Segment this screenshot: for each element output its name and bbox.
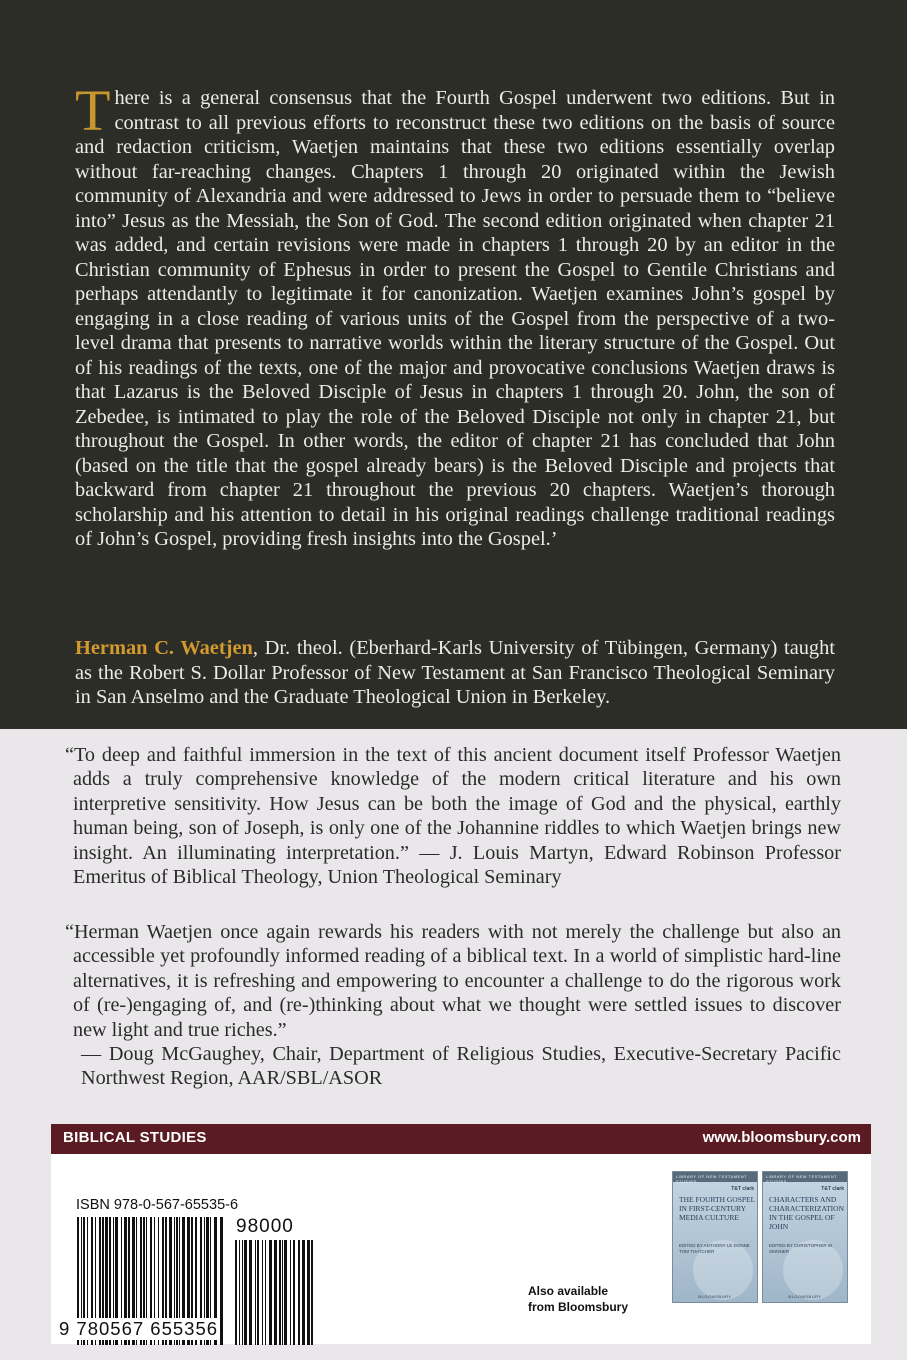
endorsement-quote [65,743,841,889]
book-publisher: BLOOMSBURY [788,1294,822,1299]
endorsement-text: “Herman Waetjen once again rewards his readers with not merely the challenge but also an accessible yet profoundly informed reading of a biblical text. In a world of simplistic hard-line alternatives, it is refreshing and empowering to encounter a challenge to do the rigorous work of (re-)engaging of, and (re-)thinking about what we thought were settled issues to discover new light and true riches.” [65,921,841,1041]
book-publisher: BLOOMSBURY [698,1294,732,1299]
author-bio-text: , Dr. theol. (Eberhard-Karls University of Tübingen, Germany) taught as the Robert S. Dollar Professor of New Testament at San Francisco Theological Seminary in San Anselmo and the Graduate Theological Union in Berkeley. [75,637,835,708]
book-title: CHARACTERS AND CHARACTERIZATION IN THE GOSPEL OF JOHN [769,1195,844,1231]
endorsement-attribution: — Doug McGaughey, Chair, Department of Religious Studies, Executive-Secretary Pacific Northwest Region, AAR/SBL/ASOR [81,1043,841,1090]
isbn-label: ISBN 978-0-567-65535-6 [76,1197,239,1213]
book-series: LIBRARY OF NEW TESTAMENT STUDIES [676,1174,747,1184]
price-barcode-graphic [234,1240,314,1345]
book-title: THE FOURTH GOSPEL IN FIRST-CENTURY MEDIA CULTURE [679,1195,755,1222]
book-series: LIBRARY OF NEW TESTAMENT STUDIES [766,1174,837,1184]
author-bio [75,636,835,710]
also-available-line: from Bloomsbury [528,1300,629,1314]
description-body: here is a general consensus that the Fourth Gospel underwent two editions. But in contrast to all previous efforts to reconstruct these two editions on the basis of source and redaction criticism, Waetjen maintains that these two editions essentially overlap without far-reaching changes. Chapters 1 through 20 originated within the Jewish community of Alexandria and were addressed to Jews in order to persuade them to “believe into” Jesus as the Messiah, the Son of God. The second edition originated when chapter 21 was added, and certain revisions were made in chapters 1 through 20 by an editor in the Christian community of Ephesus in order to present the Gospel to Gentile Christians and perhaps attendantly to legitimate it for canonization. Waetjen examines John’s gospel by engaging in a close reading of various units of the Gospel from the perspective of a two-level drama that presents to narrative worlds within the literary structure of the Gospel. Out of his readings of the texts, one of the major and provocative conclusions Waetjen draws is that Lazarus is the Beloved Disciple of Jesus in chapters 1 through 20. John, the son of Zebedee, is intimated to play the role of the Beloved Disciple not only in chapter 21, but throughout the Gospel. In other words, the editor of chapter 21 has concluded that John (based on the title that the gospel already bears) is the Beloved Disciple and projects that backward from chapter 21 throughout the previous 20 chapters. Waetjen’s thorough scholarship and his attention to detail in his original readings challenge traditional readings of John’s Gospel, providing fresh insights into the Gospel.’ [75,87,835,550]
drop-cap: T [75,78,111,143]
publisher-website: www.bloomsbury.com [702,1129,861,1146]
barcode-digits: 9 780567 655356 [59,1318,219,1339]
also-available-label [528,1283,628,1315]
category-bar [51,1124,871,1154]
book-editor: EDITED BY CHRISTOPHER W. SKINNER [769,1243,834,1254]
description-text [75,78,835,552]
author-name: Herman C. Waetjen [75,637,253,659]
publisher-logo: T&T clark [821,1186,844,1192]
publisher-logo: T&T clark [731,1186,754,1192]
endorsement-text: “To deep and faithful immersion in the text of this ancient document itself Professor Waetjen adds a truly comprehensive knowledge of the modern critical literature and his own interpretive sensitivity. How Jesus can be both the image of God and the physical, earthly human being, son of Joseph, is only one of the Johannine riddles to which Waetjen brings new insight. An illuminating interpretation.” — J. Louis Martyn, Edward Robinson Professor Emeritus of Biblical Theology, Union Theological Seminary [65,744,841,889]
related-book-cover [672,1171,758,1303]
book-editor: EDITED BY ANTHONY LE DONNE TOM THATCHER [679,1243,750,1254]
endorsement-quote [65,920,841,1091]
related-book-cover [762,1171,848,1303]
price-code: 98000 [236,1216,294,1237]
category-label: BIBLICAL STUDIES [63,1129,207,1146]
also-available-line: Also available [528,1284,609,1298]
